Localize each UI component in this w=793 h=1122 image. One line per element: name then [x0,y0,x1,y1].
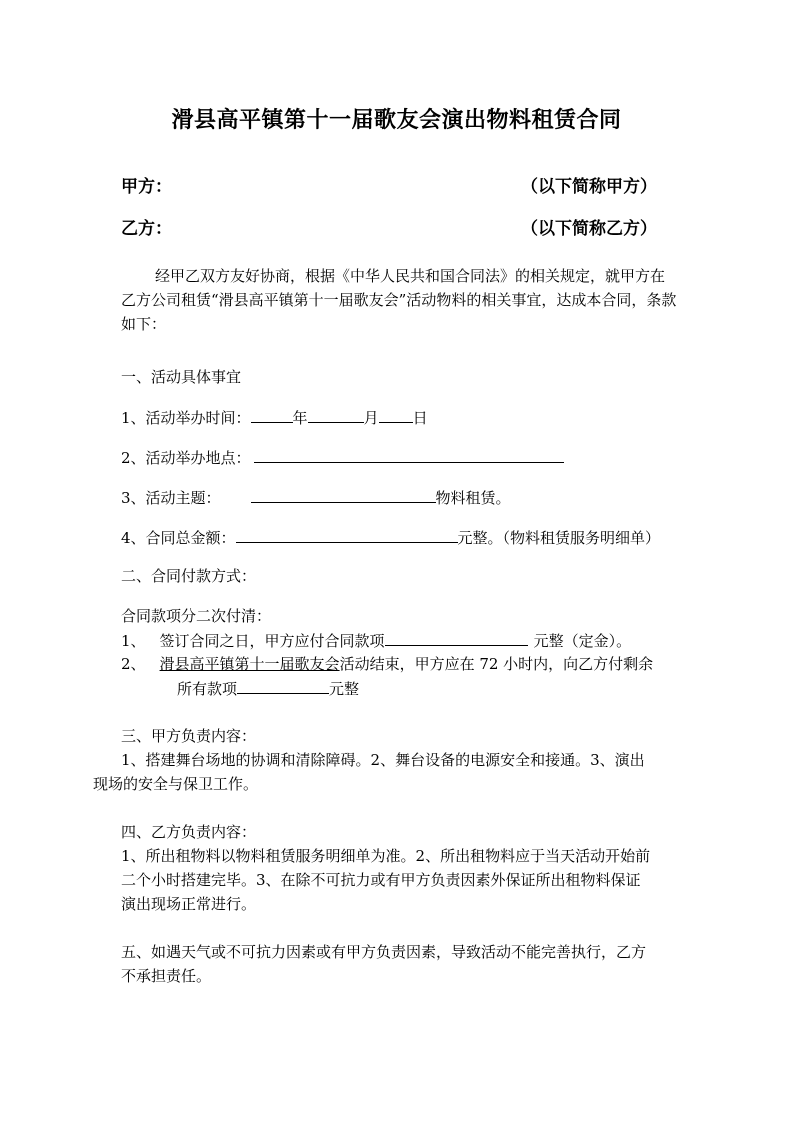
theme-blank[interactable] [251,486,436,503]
day-label: 日 [412,409,428,427]
event-location-line [121,446,564,470]
event-time-label: 1、活动举办时间： [121,409,251,427]
event-time-line [121,406,428,430]
event-theme-suffix: 物料租赁。 [435,489,511,507]
payment-item-2-text: 活动结束，甲方应在 72 小时内，向乙方付剩余 [339,655,654,673]
section4-heading: 四、乙方负责内容： [121,823,257,841]
payment-item-2-cont [177,677,359,701]
contract-amount-label: 4、合同总金额： [121,529,236,547]
section3-heading: 三、甲方负责内容： [121,727,257,745]
section2-subheading: 合同款项分二次付清： [121,607,272,625]
party-a-note: （以下简称甲方） [521,177,657,197]
section3-line2: 现场的安全与保卫工作。 [93,775,259,793]
payment-item-2 [121,653,653,676]
event-theme-label: 3、活动主题： [121,489,221,507]
payment-item-1 [121,629,631,653]
party-b-note: （以下简称乙方） [521,219,657,239]
section4-line1: 1、所出租物料以物料租赁服务明细单为准。2、所出租物料应于当天活动开始前 [121,847,651,865]
section1-heading: 一、活动具体事宜 [121,368,242,386]
location-blank[interactable] [254,446,564,463]
amount-blank[interactable] [236,526,458,543]
deposit-blank[interactable] [385,629,528,646]
contract-amount-suffix: 元整。（物料租赁服务明细单） [457,529,661,547]
section2-heading: 二、合同付款方式： [121,567,257,585]
payment-item-1-suffix: 元整（定金）。 [533,632,632,650]
year-label: 年 [292,409,308,427]
balance-blank[interactable] [237,677,329,694]
payment-item-2-suffix: 元整 [329,680,360,698]
contract-amount-line [121,526,660,550]
year-blank[interactable] [251,406,293,423]
payment-item-2-line2: 所有款项 [177,680,238,698]
page-title: 滑县高平镇第十一届歌友会演出物料租赁合同 [171,107,622,133]
section4-line2: 二个小时搭建完毕。3、在除不可抗力或有甲方负责因素外保证所出租物料保证 [121,871,641,889]
intro-paragraph: 经甲乙双方友好协商，根据《中华人民共和国合同法》的相关规定，就甲方在乙方公司租赁“滑县高平镇第十一届歌友会”活动物料的相关事宜，达成本合同，条款如下： [121,267,677,333]
section3-line1: 1、搭建舞台场地的协调和清除障碍。2、舞台设备的电源安全和接通。3、演出 [121,751,645,769]
section4-line3: 演出现场正常进行。 [121,895,257,913]
payment-item-2-event: 滑县高平镇第十一届歌友会 [159,655,340,673]
payment-item-1-text: 签订合同之日，甲方应付合同款项 [159,632,385,650]
event-theme-line [121,486,511,510]
payment-item-1-num: 1、 [121,632,146,650]
payment-item-2-num: 2、 [121,655,146,673]
party-b-label: 乙方： [121,219,172,239]
event-location-label: 2、活动举办地点： [121,449,251,467]
day-blank[interactable] [379,406,413,423]
section5-line2: 不承担责任。 [121,967,212,985]
section5-line1: 五、如遇天气或不可抗力因素或有甲方负责因素，导致活动不能完善执行，乙方 [121,943,647,961]
month-label: 月 [363,409,379,427]
month-blank[interactable] [308,406,364,423]
party-a-label: 甲方： [121,177,172,197]
